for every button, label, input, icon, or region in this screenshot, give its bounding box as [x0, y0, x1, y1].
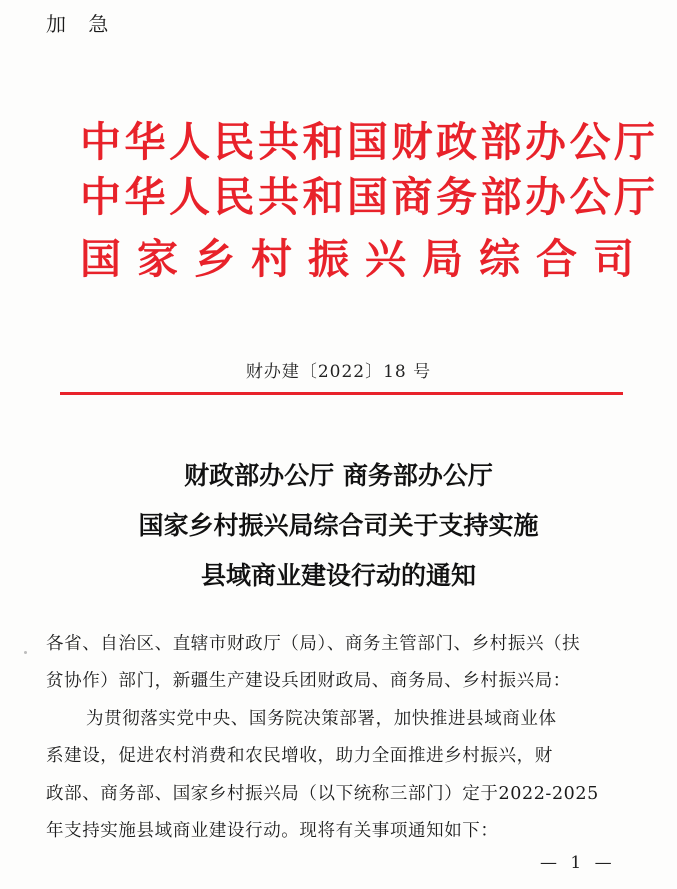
addressee-line-1: 各省、自治区、直辖市财政厅（局）、商务主管部门、乡村振兴（扶: [46, 634, 581, 654]
title-line-1: 财政部办公厅 商务部办公厅: [184, 461, 493, 490]
issuer-line-2: 中华人民共和国商务部办公厅: [80, 173, 659, 221]
urgency-mark: 加 急: [46, 12, 117, 36]
red-divider-line: [60, 392, 623, 395]
title-line-2: 国家乡村振兴局综合司关于支持实施: [138, 511, 539, 540]
issuer-line-1: 中华人民共和国财政部办公厅: [80, 118, 659, 166]
issuer-line-3: 国家乡村振兴局综合司: [80, 235, 650, 283]
body-paragraph-line-4: 年支持实施县域商业建设行动。现将有关事项通知如下：: [46, 821, 499, 841]
scan-speck: [24, 651, 27, 654]
title-line-3: 县域商业建设行动的通知: [200, 561, 476, 590]
body-paragraph-line-2: 系建设，促进农村消费和农民增收，助力全面推进乡村振兴，财: [46, 746, 553, 766]
body-paragraph-line-1: 为贯彻落实党中央、国务院决策部署，加快推进县域商业体: [86, 709, 557, 729]
body-paragraph-line-3: 政部、商务部、国家乡村振兴局（以下统称三部门）定于2022-2025: [46, 784, 599, 804]
document-number: 财办建〔2022〕18 号: [245, 362, 432, 382]
addressee-line-2: 贫协作）部门，新疆生产建设兵团财政局、商务局、乡村振兴局：: [46, 671, 571, 691]
page-number: — 1 —: [540, 853, 616, 873]
